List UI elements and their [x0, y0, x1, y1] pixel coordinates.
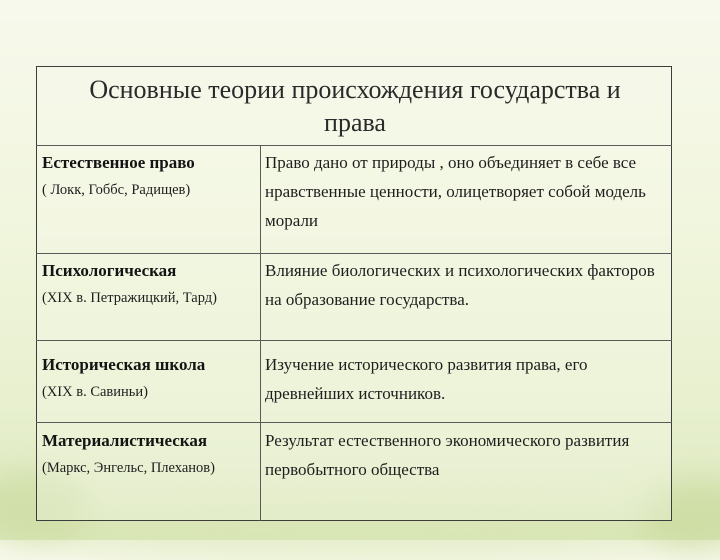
- table-row-4-theory: [42, 430, 254, 481]
- row-divider-3: [36, 422, 672, 423]
- table-row-1-description: Право дано от природы , оно объединяет в себе все нравственные ценности, олицетворяет собой модель морали: [265, 153, 646, 230]
- theory-name: Психологическая: [42, 261, 177, 280]
- column-divider: [260, 145, 261, 521]
- row-divider-1: [36, 253, 672, 254]
- theory-name: Естественное право: [42, 153, 195, 172]
- table-row-3-theory: [42, 354, 254, 405]
- theory-name: Материалистическая: [42, 431, 208, 450]
- theory-authors: (XIX в. Савиньи): [42, 384, 148, 400]
- theory-name: Историческая школа: [42, 355, 206, 374]
- slide-title: [37, 73, 673, 139]
- table-row-3-description: Изучение исторического развития права, его древнейших источников.: [265, 355, 588, 403]
- table-row-4-description: Результат естественного экономического развития первобытного общества: [265, 431, 630, 479]
- title-divider: [36, 145, 672, 146]
- table-row-2-description: Влияние биологических и психологических факторов на образование государства.: [265, 261, 655, 309]
- table-row-1-theory: [42, 152, 254, 203]
- slide-title-line-2: права: [324, 108, 386, 137]
- theory-authors: ( Локк, Гоббс, Радищев): [42, 182, 191, 198]
- theory-authors: (Маркс, Энгельс, Плеханов): [42, 460, 215, 476]
- row-divider-2: [36, 340, 672, 341]
- slide-title-line-1: Основные теории происхождения государства и: [89, 75, 621, 104]
- theory-authors: (XIX в. Петражицкий, Тард): [42, 290, 217, 306]
- table-row-2-theory: [42, 260, 254, 311]
